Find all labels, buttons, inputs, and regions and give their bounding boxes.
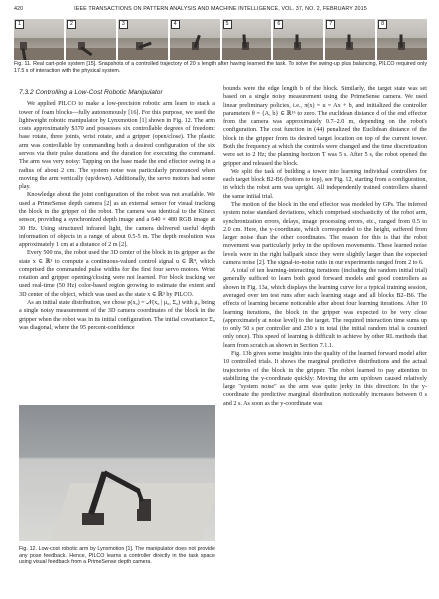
frame-number: 3	[119, 20, 128, 29]
paragraph: Knowledge about the joint configuration of the robot was not available. We used a PrimeSense depth camera [2] as an external sensor for visual tracking the block in the gripper of the robot. The camera was identical to the Kinect sensor, providing a synchronized depth image and a 640 × 480 RGB image at 30 Hz. Using structured infrared light, the camera delivered useful depth information of objects in a range of about 0.5-5 m. The depth resolution was approximately 1 cm at a distance of 2 m [2].	[19, 192, 215, 249]
snapshot-frame	[325, 19, 375, 60]
paragraph: A total of ten learning-interacting iterations (including the random initial trial) generally sufficed to learn both good forward models and good controllers as shown in Fig. 13a, which displays the learning curve for a typical training session, averaged over ten test runs after each learning stage and all blocks B2–B6. The effects of learning became noticeable after about four learning iterations. After 10 learning iterations, the block in the gripper was expected to be very close (approximately at noise level) to the target. The required interaction time sums up to only 50 s per controller and 230 s in total (the initial random trial is counted only once). This speed of learning is difficult to achieve by other RL methods that learn from scratch as shown in Section 7.1.1.	[223, 268, 427, 349]
paragraph: bounds were the edge length b of the block. Similarly, the target state was set based on a single noisy measurement using the PrimeSense camera. We used linear preliminary policies, i.e., π(x) = u = Ax + b, and initialized the controller parameters θ = {A, b} ∈ ℝ¹⁶ to zero. The euclidean distance d of the end effector from the camera was approximately 0.7–2.0 m, depending on the robot's configuration. The cost function in (44) penalized the Euclidean distance of the block in the gripper from its desired target location on top of the current tower. Both the frequency at which the controls were changed and the time discretization were set to 2 Hz; the planning horizon T was 5 s. After 5 s, the robot opened the gripper and released the block.	[223, 86, 427, 167]
pendulum-arm	[400, 35, 403, 48]
paragraph: As an initial state distribution, we chose p(x₀) = 𝒩(x₀ | μ₀, Σ₀) with μ₀ being a single noisy measurement of the 3D camera coordinates of the block in the gripper when the robot was in its initial configuration. The initial covariance Σ₀ was diagonal, where the 95 percent-confidence	[19, 300, 215, 331]
table-board	[52, 483, 215, 541]
robot-arm-photo	[19, 405, 215, 541]
section-heading: 7.3.2 Controlling a Low-Cost Robotic Manipulator	[19, 89, 163, 96]
pendulum-arm	[242, 34, 246, 47]
snapshot-frame	[273, 19, 323, 60]
figure-11-snapshots	[14, 19, 427, 60]
paragraph: Fig. 13b gives some insights into the quality of the learned forward model after 10 controlled trials. It shows the marginal predictive distributions and the actual trajectories of the block in the gripper. The robot learned to pay attention to stabilizing the y-coordinate quickly: Moving the arm up/down caused relatively large "system noise" as the arm was quite jerky in this direction: In the y-coordinate the predictive marginal distribution noticeably increases between 0 s and 2 s. As soon as the y-coordinate was	[223, 351, 427, 407]
frame-number: 5	[223, 20, 232, 29]
snapshot-frame	[170, 19, 220, 60]
figure-12-caption: Fig. 12. Low-cost robotic arm by Lynxmotion [1]. The manipulator does not provide any pose feedback. Hence, PILCO learns a controller directly in the task space using visual feedback from a PrimeSense depth camera.	[19, 546, 215, 566]
foam-block	[137, 509, 151, 521]
pendulum-arm	[296, 35, 299, 48]
pendulum-arm	[193, 35, 200, 48]
snapshot-frame	[14, 19, 64, 60]
frame-number: 8	[378, 20, 387, 29]
snapshot-frame	[118, 19, 168, 60]
journal-title: IEEE TRANSACTIONS ON PATTERN ANALYSIS AND MACHINE INTELLIGENCE, VOL. 37, NO. 2, FEBRUARY 2015	[74, 6, 367, 12]
right-column	[223, 85, 427, 408]
frame-number: 1	[15, 20, 24, 29]
pendulum-arm	[348, 35, 351, 48]
paragraph: We applied PILCO to make a low-precision robotic arm learn to stack a tower of foam blocks—fully autonomously [16]. For this purpose, we used the lightweight robotic manipulator by Lynxmotion [1] shown in Fig. 12. The arm costs approximately $370 and possesses six controllable degrees of freedom: base rotate, three joints, wrist rotate, and a gripper (open/close). The plastic arm was controllable by commanding both a desired configuration of the six servos via their pulse durations and the duration for executing the command. The arm was very noisy: Tapping on the base made the end effector swing in a radius of about 2 cm. The system noise was particularly pronounced when moving the arm vertically (up/down). Additionally, the servo motors had some play.	[19, 101, 215, 191]
frame-number: 6	[274, 20, 283, 29]
paragraph: We split the task of building a tower into learning individual controllers for each target block B2-B6 (bottom to top), see Fig. 12, starting from a configuration, in which the robot arm was upright. All independently trained controllers shared the same initial trial.	[223, 168, 427, 200]
frame-number: 2	[67, 20, 76, 29]
paragraph: The motion of the block in the end effector was modeled by GPs. The inferred system noise standard deviations, which comprised stochasticity of the robot arm, synchronization errors, delays, image processing errors, etc., ranged from 0.5 to 2.0 cm. Here, the y-coordinate, which corresponded to the height, suffered from larger noise than the other coordinates. The reason for this is that the robot movement was particularly jerky in the up/down movements. These learned noise levels were in the right ballpark since they were slightly larger than the expected camera noise [2]. The signal-to-noise ratio in our experiments ranged from 2 to 6.	[223, 201, 427, 266]
snapshot-frame	[66, 19, 116, 60]
figure-11-caption: Fig. 11. Real cart-pole system [15]. Snapshots of a controlled trajectory of 20 s length after having learned the task. To solve the swing-up plus balancing, PILCO required only 17.5 s of interaction with the physical system.	[14, 61, 427, 74]
snapshot-frame	[222, 19, 272, 60]
frame-number: 7	[326, 20, 335, 29]
snapshot-frame	[377, 19, 427, 60]
running-header	[14, 6, 427, 16]
left-column	[19, 87, 215, 332]
paragraph: Every 500 ms, the robot used the 3D center of the block in its gripper as the state x ∈ ℝ³ to compute a continuous-valued control signal u ∈ ℝ⁴, which comprised the commanded pulse widths for the first four servo motors. Wrist rotation and gripper opening/closing were not learned. For block tracking we used real-time (50 Hz) color-based region growing to estimate the extent and 3D center of the object, which was used as the state x ∈ ℝ³ by PILCO.	[19, 250, 215, 298]
page-number: 420	[14, 6, 23, 12]
frame-number: 4	[171, 20, 180, 29]
